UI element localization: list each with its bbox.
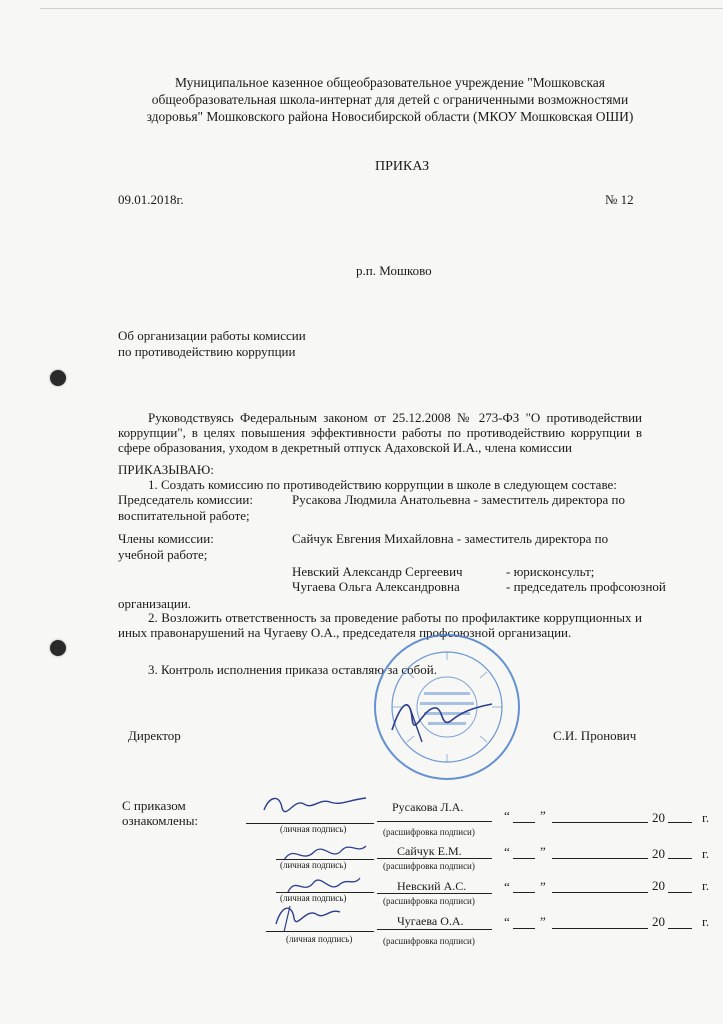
preamble: Руководствуясь Федеральным законом от 25.12.2008 № 273-ФЗ "О противодействии коррупции", в целях повышения эффективности работы по противодействию коррупции в сфере образования, уходом в декретный отпуск Адаховской И.А., члена комиссии <box>118 410 642 455</box>
decode-line <box>377 929 492 930</box>
year-line <box>668 822 692 823</box>
year-line <box>668 858 692 859</box>
acquaint-label-2: ознакомлены: <box>122 813 199 828</box>
scan-edge-line <box>40 8 723 9</box>
sign-caption: (личная подпись) <box>286 934 353 944</box>
sign-caption: (личная подпись) <box>280 860 347 870</box>
year-line <box>668 928 692 929</box>
year-line <box>668 892 692 893</box>
date-quote-close: ” <box>540 879 546 894</box>
order-date: 09.01.2018г. <box>118 192 184 207</box>
month-line <box>552 928 648 929</box>
decode-line <box>377 821 492 822</box>
day-line <box>513 892 535 893</box>
date-quote-open: “ <box>504 844 510 859</box>
sign-caption: (личная подпись) <box>280 824 347 834</box>
year-suffix: г. <box>702 878 710 893</box>
punch-hole-top <box>50 370 66 386</box>
chair-continuation: воспитательной работе; <box>118 508 250 523</box>
year-prefix: 20 <box>652 878 665 893</box>
sign-caption: (личная подпись) <box>280 893 347 903</box>
director-position: Директор <box>128 728 181 743</box>
member-1-text: Сайчук Евгения Михайловна - заместитель директора по <box>292 531 609 546</box>
director-name: С.И. Пронович <box>553 728 637 743</box>
year-prefix: 20 <box>652 914 665 929</box>
member-3-continuation: организации. <box>118 596 192 611</box>
decode-caption: (расшифровка подписи) <box>383 896 475 906</box>
item-3: 3. Контроль исполнения приказа оставляю за собой. <box>148 662 437 677</box>
month-line <box>552 858 648 859</box>
member-1-continuation: учебной работе; <box>118 547 208 562</box>
acquaint-name: Чугаева О.А. <box>397 914 464 928</box>
order-place: р.п. Мошково <box>356 263 432 278</box>
chair-text: Русакова Людмила Анатольевна - заместитель директора по <box>292 492 625 507</box>
decode-caption: (расшифровка подписи) <box>383 827 475 837</box>
day-line <box>513 822 535 823</box>
acquaint-name: Русакова Л.А. <box>392 800 464 814</box>
director-signature <box>382 690 502 750</box>
year-suffix: г. <box>702 810 710 825</box>
member-3-role: - председатель профсоюзной <box>506 579 666 594</box>
chair-label: Председатель комиссии: <box>118 492 253 507</box>
decode-caption: (расшифровка подписи) <box>383 861 475 871</box>
item-2: 2. Возложить ответственность за проведение работы по профилактике коррупционных и иных правонарушений на Чугаеву О.А., председателя профсоюзной организации. <box>118 610 642 640</box>
day-line <box>513 928 535 929</box>
org-line-2: общеобразовательная школа-интернат для детей с ограниченными возможностями <box>151 92 629 107</box>
signature-rusakova <box>260 790 370 825</box>
subject-line-1: Об организации работы комиссии <box>118 328 306 343</box>
year-prefix: 20 <box>652 810 665 825</box>
item-1: 1. Создать комиссию по противодействию коррупции в школе в следующем составе: <box>148 477 617 492</box>
decode-line <box>377 893 492 894</box>
month-line <box>552 822 648 823</box>
date-quote-close: ” <box>540 914 546 929</box>
acquaint-label-1: С приказом <box>122 798 186 813</box>
acquaint-name: Невский А.С. <box>397 879 467 893</box>
date-quote-open: “ <box>504 879 510 894</box>
year-suffix: г. <box>702 914 710 929</box>
member-3-name: Чугаева Ольга Александровна <box>292 579 460 594</box>
members-label: Члены комиссии: <box>118 531 214 546</box>
org-line-1: Муниципальное казенное общеобразовательное учреждение "Мошковская <box>174 75 606 90</box>
document-type: ПРИКАЗ <box>375 159 430 174</box>
org-line-3: здоровья" Мошковского района Новосибирской области (МКОУ Мошковская ОШИ) <box>146 109 634 124</box>
acquaint-name: Сайчук Е.М. <box>397 844 462 858</box>
decode-line <box>377 858 492 859</box>
signature-chugaeva <box>270 898 360 934</box>
decode-caption: (расшифровка подписи) <box>383 936 475 946</box>
member-2-name: Невский Александр Сергеевич <box>292 564 463 579</box>
member-2-role: - юрисконсульт; <box>506 564 595 579</box>
date-quote-close: ” <box>540 808 546 823</box>
order-word: ПРИКАЗЫВАЮ: <box>118 462 214 477</box>
date-quote-close: ” <box>540 844 546 859</box>
day-line <box>513 858 535 859</box>
year-prefix: 20 <box>652 846 665 861</box>
date-quote-open: “ <box>504 914 510 929</box>
month-line <box>552 892 648 893</box>
date-quote-open: “ <box>504 808 510 823</box>
organization-header <box>110 74 670 125</box>
punch-hole-bottom <box>50 640 66 656</box>
order-number: № 12 <box>605 192 634 207</box>
sign-line <box>266 931 374 932</box>
subject-line-2: по противодействию коррупции <box>118 344 296 359</box>
year-suffix: г. <box>702 846 710 861</box>
